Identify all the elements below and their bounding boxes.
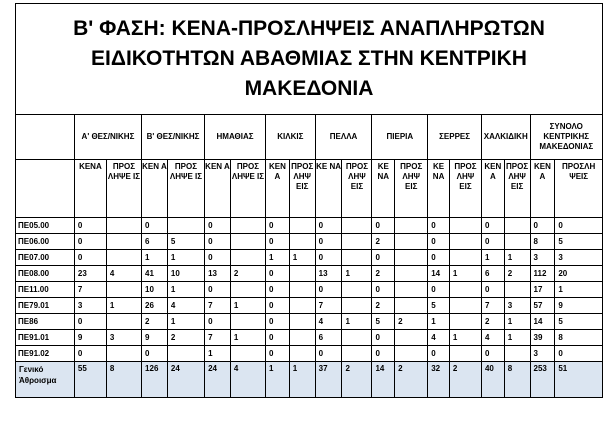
table-cell — [289, 314, 315, 330]
table-cell — [504, 282, 530, 298]
table-cell: 1 — [449, 266, 481, 282]
table-cell: 14 — [428, 266, 450, 282]
table-cell: 5 — [555, 234, 603, 250]
table-cell — [167, 218, 204, 234]
sub-header: ΠΡΟΣ ΛΗΨ ΕΙΣ — [449, 160, 481, 218]
table-cell: 14 — [530, 314, 555, 330]
table-cell: 0 — [142, 218, 168, 234]
table-cell: 17 — [530, 282, 555, 298]
table-cell: 0 — [142, 346, 168, 362]
table-cell: 0 — [205, 234, 231, 250]
region-header: ΚΙΛΚΙΣ — [266, 115, 316, 160]
region-header: ΠΕΛΛΑ — [315, 115, 372, 160]
table-cell: 126 — [142, 362, 168, 398]
table-cell: 51 — [555, 362, 603, 398]
table-cell — [395, 346, 428, 362]
table-cell: 0 — [315, 218, 342, 234]
table-cell: 0 — [266, 234, 290, 250]
table-cell: 5 — [428, 298, 450, 314]
table-cell: 3 — [74, 298, 106, 314]
table-cell: 3 — [106, 330, 141, 346]
table-body — [16, 218, 603, 398]
table-cell: 0 — [266, 218, 290, 234]
table-cell: 24 — [167, 362, 204, 398]
table-cell: 0 — [266, 346, 290, 362]
row-label: ΠΕ07.00 — [16, 250, 75, 266]
row-label: ΠΕ79.01 — [16, 298, 75, 314]
table-cell: 0 — [315, 282, 342, 298]
table-cell — [342, 218, 372, 234]
row-label: Γενικό Άθροισμα — [16, 362, 75, 398]
region-header-row — [16, 115, 603, 160]
table-cell: 1 — [555, 282, 603, 298]
table-cell: 3 — [504, 298, 530, 314]
table-cell: 0 — [428, 282, 450, 298]
table-cell: 0 — [205, 218, 231, 234]
title-line-1: Β' ΦΑΣΗ: ΚΕΝΑ-ΠΡΟΣΛΗΨΕΙΣ ΑΝΑΠΛΗΡΩΤΩΝ — [73, 17, 545, 40]
table-cell: 9 — [555, 298, 603, 314]
table-cell — [289, 218, 315, 234]
table-cell — [106, 282, 141, 298]
region-header: Β' ΘΕΣ/ΝΙΚΗΣ — [142, 115, 205, 160]
table-cell — [449, 250, 481, 266]
sub-header-row — [16, 160, 603, 218]
table-cell — [106, 250, 141, 266]
sub-header: ΠΡΟΣ ΛΗΨ ΕΙΣ — [504, 160, 530, 218]
table-cell — [395, 266, 428, 282]
table-cell: 2 — [230, 266, 265, 282]
table-cell: 39 — [530, 330, 555, 346]
table-row — [16, 298, 603, 314]
table-cell — [395, 234, 428, 250]
table-cell: 7 — [315, 298, 342, 314]
table-row — [16, 282, 603, 298]
table-cell: 2 — [372, 298, 395, 314]
table-cell: 0 — [266, 298, 290, 314]
title-line-2: ΕΙΔΙΚΟΤΗΤΩΝ ΑΒΑΘΜΙΑΣ ΣΤΗΝ ΚΕΝΤΡΙΚΗ — [91, 47, 527, 70]
table-row — [16, 330, 603, 346]
table-cell: 1 — [449, 330, 481, 346]
sub-header: ΚΕΝ Α — [481, 160, 504, 218]
table-cell: 1 — [230, 298, 265, 314]
table-cell: 1 — [504, 330, 530, 346]
table-cell: 41 — [142, 266, 168, 282]
row-label: ΠΕ11.00 — [16, 282, 75, 298]
row-label: ΠΕ86 — [16, 314, 75, 330]
table-cell: 1 — [167, 314, 204, 330]
table-row — [16, 314, 603, 330]
table-cell — [289, 234, 315, 250]
table-cell: 0 — [481, 218, 504, 234]
table-cell — [230, 314, 265, 330]
table-cell: 253 — [530, 362, 555, 398]
table-cell: 0 — [266, 282, 290, 298]
table-cell: 10 — [142, 282, 168, 298]
table-cell: 2 — [372, 266, 395, 282]
table-cell: 1 — [167, 282, 204, 298]
table-cell — [230, 346, 265, 362]
table-cell — [106, 218, 141, 234]
table-cell: 13 — [205, 266, 231, 282]
table-cell: 3 — [530, 346, 555, 362]
table-cell: 0 — [74, 346, 106, 362]
table-cell: 0 — [530, 218, 555, 234]
table-cell — [342, 298, 372, 314]
sub-header: ΚΕΝ Α — [142, 160, 168, 218]
table-row — [16, 266, 603, 282]
table-cell: 0 — [372, 250, 395, 266]
table-cell — [449, 314, 481, 330]
table-cell: 2 — [342, 362, 372, 398]
table-cell — [342, 346, 372, 362]
table-row — [16, 218, 603, 234]
table-cell: 5 — [555, 314, 603, 330]
table-cell: 9 — [142, 330, 168, 346]
table-cell: 0 — [428, 234, 450, 250]
table-cell: 0 — [372, 282, 395, 298]
table-cell: 8 — [555, 330, 603, 346]
table-cell: 0 — [205, 282, 231, 298]
table-cell: 2 — [395, 314, 428, 330]
table-cell: 0 — [481, 234, 504, 250]
table-cell: 1 — [266, 250, 290, 266]
table-cell: 3 — [555, 250, 603, 266]
sub-header: ΠΡΟΣΛΗ ΨΕΙΣ — [555, 160, 603, 218]
table-cell — [449, 298, 481, 314]
sub-header: ΚΕ ΝΑ — [372, 160, 395, 218]
table-cell: 1 — [205, 346, 231, 362]
table-cell: 1 — [142, 250, 168, 266]
table-cell: 7 — [481, 298, 504, 314]
table-cell: 112 — [530, 266, 555, 282]
table-cell: 2 — [449, 362, 481, 398]
table-cell: 0 — [372, 346, 395, 362]
table-cell: 0 — [74, 314, 106, 330]
table-cell: 4 — [106, 266, 141, 282]
table-cell — [449, 218, 481, 234]
table-cell — [230, 218, 265, 234]
table-cell: 0 — [266, 314, 290, 330]
table-cell — [504, 346, 530, 362]
table-cell: 2 — [504, 266, 530, 282]
sub-header: ΠΡΟΣ ΛΗΨΕ ΙΣ — [230, 160, 265, 218]
table-cell: 0 — [372, 330, 395, 346]
table-cell — [395, 282, 428, 298]
table-cell: 37 — [315, 362, 342, 398]
table-cell: 7 — [74, 282, 106, 298]
region-header: ΧΑΛΚΙΔΙΚΗ — [481, 115, 530, 160]
table-cell: 2 — [142, 314, 168, 330]
table-cell: 55 — [74, 362, 106, 398]
table-cell: 1 — [230, 330, 265, 346]
table-cell: 2 — [395, 362, 428, 398]
table-cell: 14 — [372, 362, 395, 398]
total-row — [16, 362, 603, 398]
table-cell — [449, 234, 481, 250]
table-cell — [289, 330, 315, 346]
table-row — [16, 250, 603, 266]
table-cell: 20 — [555, 266, 603, 282]
sub-header: ΚΕΝ Α — [530, 160, 555, 218]
region-header: Α' ΘΕΣ/ΝΙΚΗΣ — [74, 115, 141, 160]
sub-header: ΚΕ ΝΑ — [315, 160, 342, 218]
table-cell: 0 — [481, 282, 504, 298]
table-cell: 24 — [205, 362, 231, 398]
table-cell: 0 — [428, 346, 450, 362]
table-cell: 9 — [74, 330, 106, 346]
sub-header: ΚΕΝ Α — [205, 160, 231, 218]
table-cell: 1 — [481, 250, 504, 266]
region-header: ΣΕΡΡΕΣ — [428, 115, 482, 160]
table-cell: 4 — [315, 314, 342, 330]
table-cell: 8 — [106, 362, 141, 398]
table-cell: 2 — [372, 234, 395, 250]
table-cell — [289, 266, 315, 282]
table-cell — [230, 282, 265, 298]
region-header: ΗΜΑΘΙΑΣ — [205, 115, 266, 160]
table-cell: 0 — [315, 346, 342, 362]
table-cell: 0 — [428, 218, 450, 234]
table-cell — [342, 282, 372, 298]
table-cell: 26 — [142, 298, 168, 314]
table-cell — [342, 250, 372, 266]
table-cell: 1 — [342, 314, 372, 330]
table-cell: 0 — [74, 250, 106, 266]
table-cell: 0 — [74, 218, 106, 234]
row-label: ΠΕ91.02 — [16, 346, 75, 362]
table-cell: 5 — [372, 314, 395, 330]
table-cell: 0 — [266, 266, 290, 282]
region-header: ΠΙΕΡΙΑ — [372, 115, 428, 160]
table-cell: 4 — [167, 298, 204, 314]
title-line-3: ΜΑΚΕΔΟΝΙΑ — [244, 77, 374, 100]
table-cell — [449, 282, 481, 298]
table-cell: 1 — [266, 362, 290, 398]
table-cell: 13 — [315, 266, 342, 282]
table-cell: 1 — [504, 314, 530, 330]
table-cell: 32 — [428, 362, 450, 398]
table-cell: 4 — [428, 330, 450, 346]
table-cell: 0 — [372, 218, 395, 234]
table-cell — [504, 234, 530, 250]
title-block — [15, 3, 603, 114]
table-cell — [395, 330, 428, 346]
table-cell — [289, 298, 315, 314]
table-cell: 0 — [205, 250, 231, 266]
table-cell — [106, 234, 141, 250]
table-cell: 1 — [289, 250, 315, 266]
table-cell: 0 — [266, 330, 290, 346]
table-cell: 6 — [142, 234, 168, 250]
table-cell: 0 — [205, 314, 231, 330]
table-cell: 0 — [315, 250, 342, 266]
table-cell — [289, 282, 315, 298]
table-cell — [289, 346, 315, 362]
table-cell: 1 — [289, 362, 315, 398]
table-cell: 4 — [481, 330, 504, 346]
table-cell: 1 — [167, 250, 204, 266]
table-cell: 0 — [481, 346, 504, 362]
vacancies-table — [15, 114, 603, 398]
row-label: ΠΕ91.01 — [16, 330, 75, 346]
table-cell: 0 — [315, 234, 342, 250]
sub-header: ΠΡΟΣ ΛΗΨΕ ΙΣ — [106, 160, 141, 218]
table-cell — [395, 250, 428, 266]
table-cell — [342, 330, 372, 346]
table-cell — [342, 234, 372, 250]
sub-header: ΠΡΟΣ ΛΗΨ ΕΙΣ — [342, 160, 372, 218]
sub-header: ΚΕΝΑ — [74, 160, 106, 218]
table-cell: 1 — [342, 266, 372, 282]
table-cell: 8 — [530, 234, 555, 250]
table-cell — [504, 218, 530, 234]
corner-cell — [16, 160, 75, 218]
sub-header: ΚΕ ΝΑ — [428, 160, 450, 218]
table-cell: 7 — [205, 298, 231, 314]
table-cell: 40 — [481, 362, 504, 398]
table-cell — [230, 250, 265, 266]
table-cell: 3 — [530, 250, 555, 266]
sub-header: ΠΡΟΣ ΛΗΨΕ ΙΣ — [167, 160, 204, 218]
sub-header: ΠΡΟΣ ΛΗΨ ΕΙΣ — [395, 160, 428, 218]
table-cell — [449, 346, 481, 362]
table-cell: 1 — [428, 314, 450, 330]
table-row — [16, 346, 603, 362]
table-cell: 6 — [315, 330, 342, 346]
table-row — [16, 234, 603, 250]
table-cell — [106, 314, 141, 330]
row-label: ΠΕ05.00 — [16, 218, 75, 234]
document — [15, 3, 603, 398]
table-cell — [395, 218, 428, 234]
row-label: ΠΕ08.00 — [16, 266, 75, 282]
table-cell: 7 — [205, 330, 231, 346]
table-cell: 0 — [74, 234, 106, 250]
table-cell: 1 — [106, 298, 141, 314]
table-cell: 8 — [504, 362, 530, 398]
table-cell — [230, 234, 265, 250]
table-cell: 5 — [167, 234, 204, 250]
table-cell: 0 — [428, 250, 450, 266]
table-cell: 2 — [167, 330, 204, 346]
table-cell: 6 — [481, 266, 504, 282]
table-cell: 1 — [504, 250, 530, 266]
table-cell — [106, 346, 141, 362]
region-header: ΣΥΝΟΛΟ ΚΕΝΤΡΙΚΗΣ ΜΑΚΕΔΟΝΙΑΣ — [530, 115, 602, 160]
row-label: ΠΕ06.00 — [16, 234, 75, 250]
table-cell: 2 — [481, 314, 504, 330]
table-cell: 57 — [530, 298, 555, 314]
table-cell: 23 — [74, 266, 106, 282]
corner-cell — [16, 115, 75, 160]
sub-header: ΠΡΟΣ ΛΗΨ ΕΙΣ — [289, 160, 315, 218]
table-cell: 0 — [555, 346, 603, 362]
table-cell: 10 — [167, 266, 204, 282]
table-cell: 0 — [555, 218, 603, 234]
sub-header: ΚΕΝ Α — [266, 160, 290, 218]
table-cell — [395, 298, 428, 314]
table-cell: 4 — [230, 362, 265, 398]
table-cell — [167, 346, 204, 362]
